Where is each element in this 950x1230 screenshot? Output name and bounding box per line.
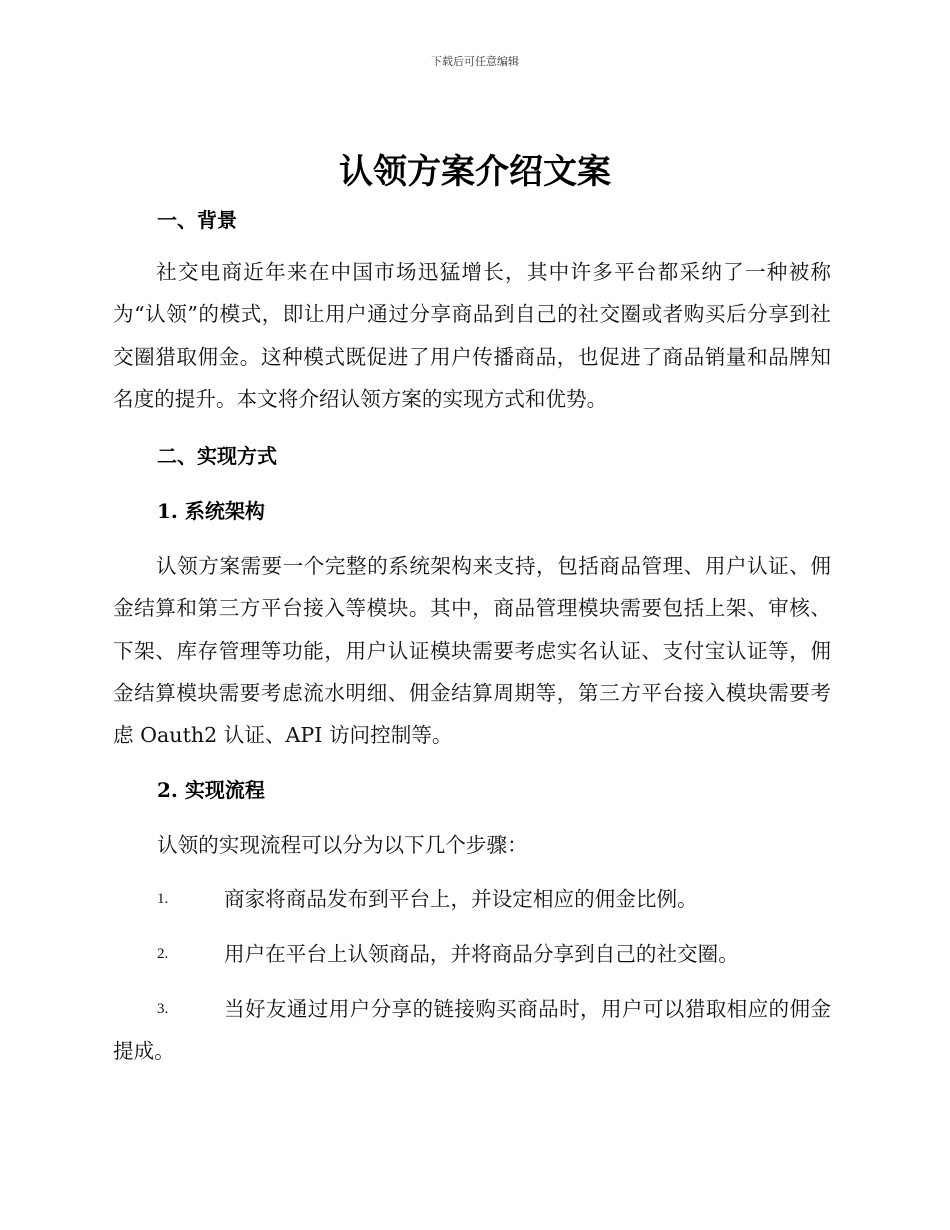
section-heading-background: 一、背景 [157, 208, 237, 232]
list-item-text: 当好友通过用户分享的链接购买商品时，用户可以猎取相应的佣金提成。 [113, 997, 831, 1064]
list-item-number: 1. [157, 891, 169, 907]
page-title: 认领方案介绍文案 [339, 152, 611, 192]
list-item-number: 3. [157, 1001, 169, 1017]
subsection-heading-architecture: 1. 系统架构 [157, 499, 265, 523]
architecture-paragraph: 认领方案需要一个完整的系统架构来支持，包括商品管理、用户认证、佣金结算和第三方平台接入等模块。其中，商品管理模块需要包括上架、审核、下架、库存管理等功能，用户认证模块需要考虑实名认证、支付宝认证等，佣金结算模块需要考虑流水明细、佣金结算周期等，第三方平台接入模块需要考虑 Oauth2 认证、API 访问控制等。 [113, 554, 831, 748]
page-header-note: 下载后可任意编辑 [431, 55, 519, 68]
list-item-number: 2. [157, 946, 169, 962]
subsection-heading-process: 2. 实现流程 [157, 778, 265, 802]
background-paragraph: 社交电商近年来在中国市场迅猛增长，其中许多平台都采纳了一种被称为“认领”的模式，即让用户通过分享商品到自己的社交圈或者购买后分享到社交圈猎取佣金。这种模式既促进了用户传播商品，也促进了商品销量和品牌知名度的提升。本文将介绍认领方案的实现方式和优势。 [113, 260, 831, 411]
list-item [113, 878, 831, 920]
section-heading-implementation: 二、实现方式 [157, 444, 277, 468]
list-item [113, 988, 831, 1073]
list-item-text: 商家将商品发布到平台上，并设定相应的佣金比例。 [224, 887, 698, 911]
list-item [113, 933, 831, 975]
process-intro: 认领的实现流程可以分为以下几个步骤： [157, 833, 528, 857]
list-item-text: 用户在平台上认领商品，并将商品分享到自己的社交圈。 [224, 942, 739, 966]
